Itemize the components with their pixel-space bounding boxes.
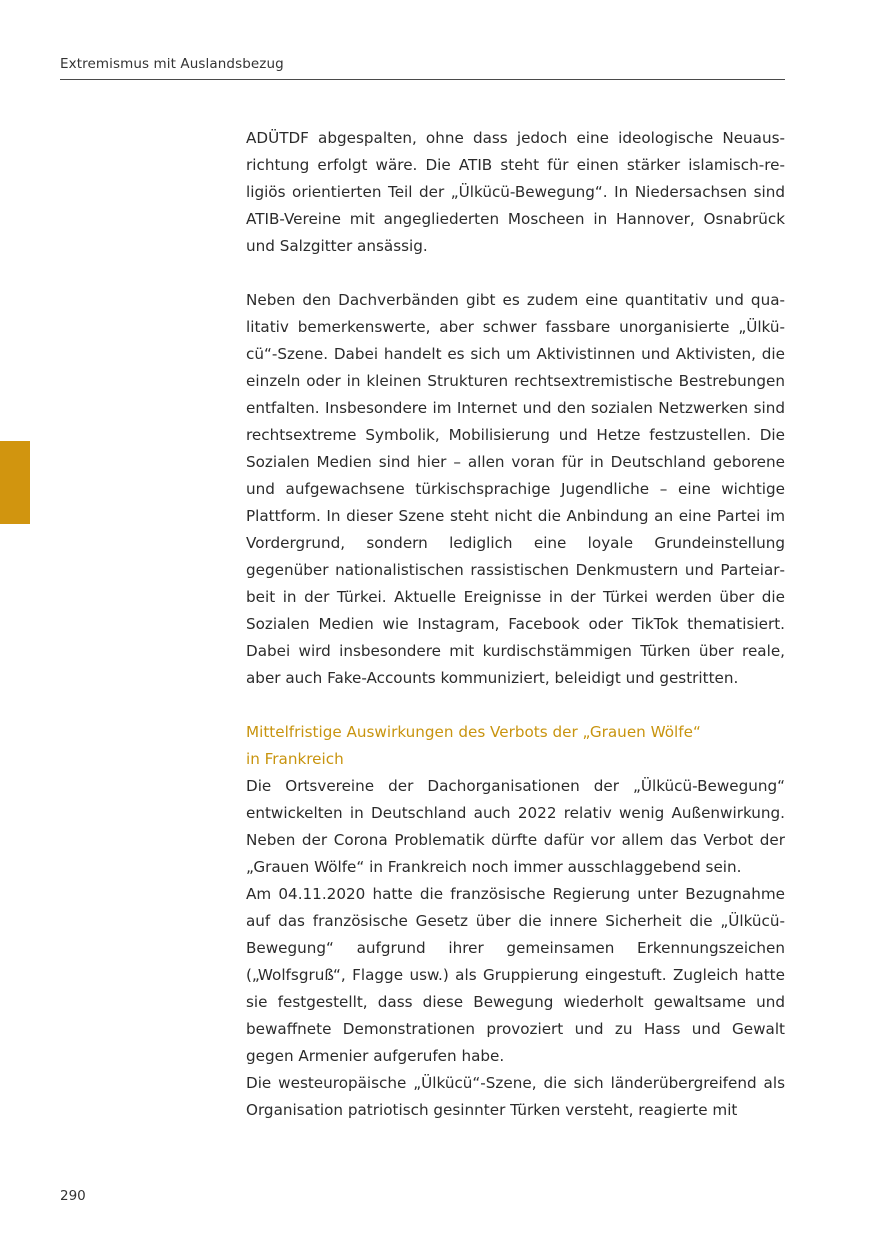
paragraph-french-ban: Am 04.11.2020 hatte die französische Regierung unter Bezugnahme auf das französische Gesetz über die innere Sicherheit die „Ülkücü-Bewegung“ aufgrund ihrer gemeinsamen Erkennungszeichen („Wolfsgruß“, Flagge usw.) als Gruppierung eingestuft. Zugleich hatte sie festgestellt, dass diese Bewegung wiederholt gewaltsame und bewaffnete Demonstrationen provoziert und zu Hass und Gewalt gegen Armenier aufgerufen habe. bbox=[246, 885, 785, 1065]
paragraph-unorganized-scene: Neben den Dachverbänden gibt es zudem eine quantitativ und qualitativ bemerkenswerte, aber schwer fassbare unorganisierte „Ülkücü“-Szene. Dabei handelt es sich um Aktivistinnen und Aktivisten, die einzeln oder in kleinen Strukturen rechtsextremistische Bestrebungen entfalten. Insbesondere im Internet und den sozialen Netzwerken sind rechtsextreme Symbolik, Mobilisierung und Hetze festzustellen. Die Sozialen Medien sind hier – allen voran für in Deutschland geborene und aufgewachsene türkischsprachige Jugendliche – eine wichtige Plattform. In dieser Szene steht nicht die Anbindung an eine Partei im Vordergrund, sondern lediglich eine loyale Grundeinstellung gegenüber nationalistischen rassistischen Denkmustern und Parteiarbeit in der Türkei. Aktuelle Ereignisse in der Türkei werden über die Sozialen Medien wie Instagram, Facebook oder TikTok thematisiert. Dabei wird insbesondere mit kurdischstämmigen Türken über reale, aber auch Fake-Accounts kommuniziert, beleidigt und gestritten. bbox=[246, 291, 785, 687]
paragraph-western-europe-scene: Die westeuropäische „Ülkücü“-Szene, die sich länderübergreifend als Organisation patriotisch gesinnter Türken versteht, reagierte mit bbox=[246, 1074, 785, 1119]
subheading-line-1: Mittelfristige Auswirkungen des Verbots der „Grauen Wölfe“ bbox=[246, 723, 701, 741]
header-rule bbox=[60, 79, 785, 80]
paragraph-atib: ADÜTDF abgespalten, ohne dass jedoch eine ideologische Neuausrichtung erfolgt wäre. Die ATIB steht für einen stärker islamisch-religiös orientierten Teil der „Ülkücü-Bewegung“. In Niedersachsen sind ATIB-Vereine mit angegliederten Moscheen in Hannover, Osnabrück und Salzgitter ansässig. bbox=[246, 129, 785, 255]
body-text-column bbox=[246, 125, 785, 1124]
page-number: 290 bbox=[60, 1188, 86, 1204]
paragraph-spacer bbox=[246, 260, 785, 287]
chapter-tab-marker bbox=[0, 441, 30, 524]
paragraph-local-associations: Die Ortsvereine der Dachorganisationen der „Ülkücü-Bewegung“ entwickelten in Deutschland auch 2022 relativ wenig Außenwirkung. Neben der Corona Problematik dürfte dafür vor allem das Verbot der „Grauen Wölfe“ in Frankreich noch immer ausschlaggebend sein. bbox=[246, 777, 785, 876]
running-header: Extremismus mit Auslandsbezug bbox=[60, 56, 284, 72]
section-subheading bbox=[246, 719, 785, 773]
paragraph-spacer bbox=[246, 692, 785, 719]
subheading-line-2: in Frankreich bbox=[246, 750, 344, 768]
